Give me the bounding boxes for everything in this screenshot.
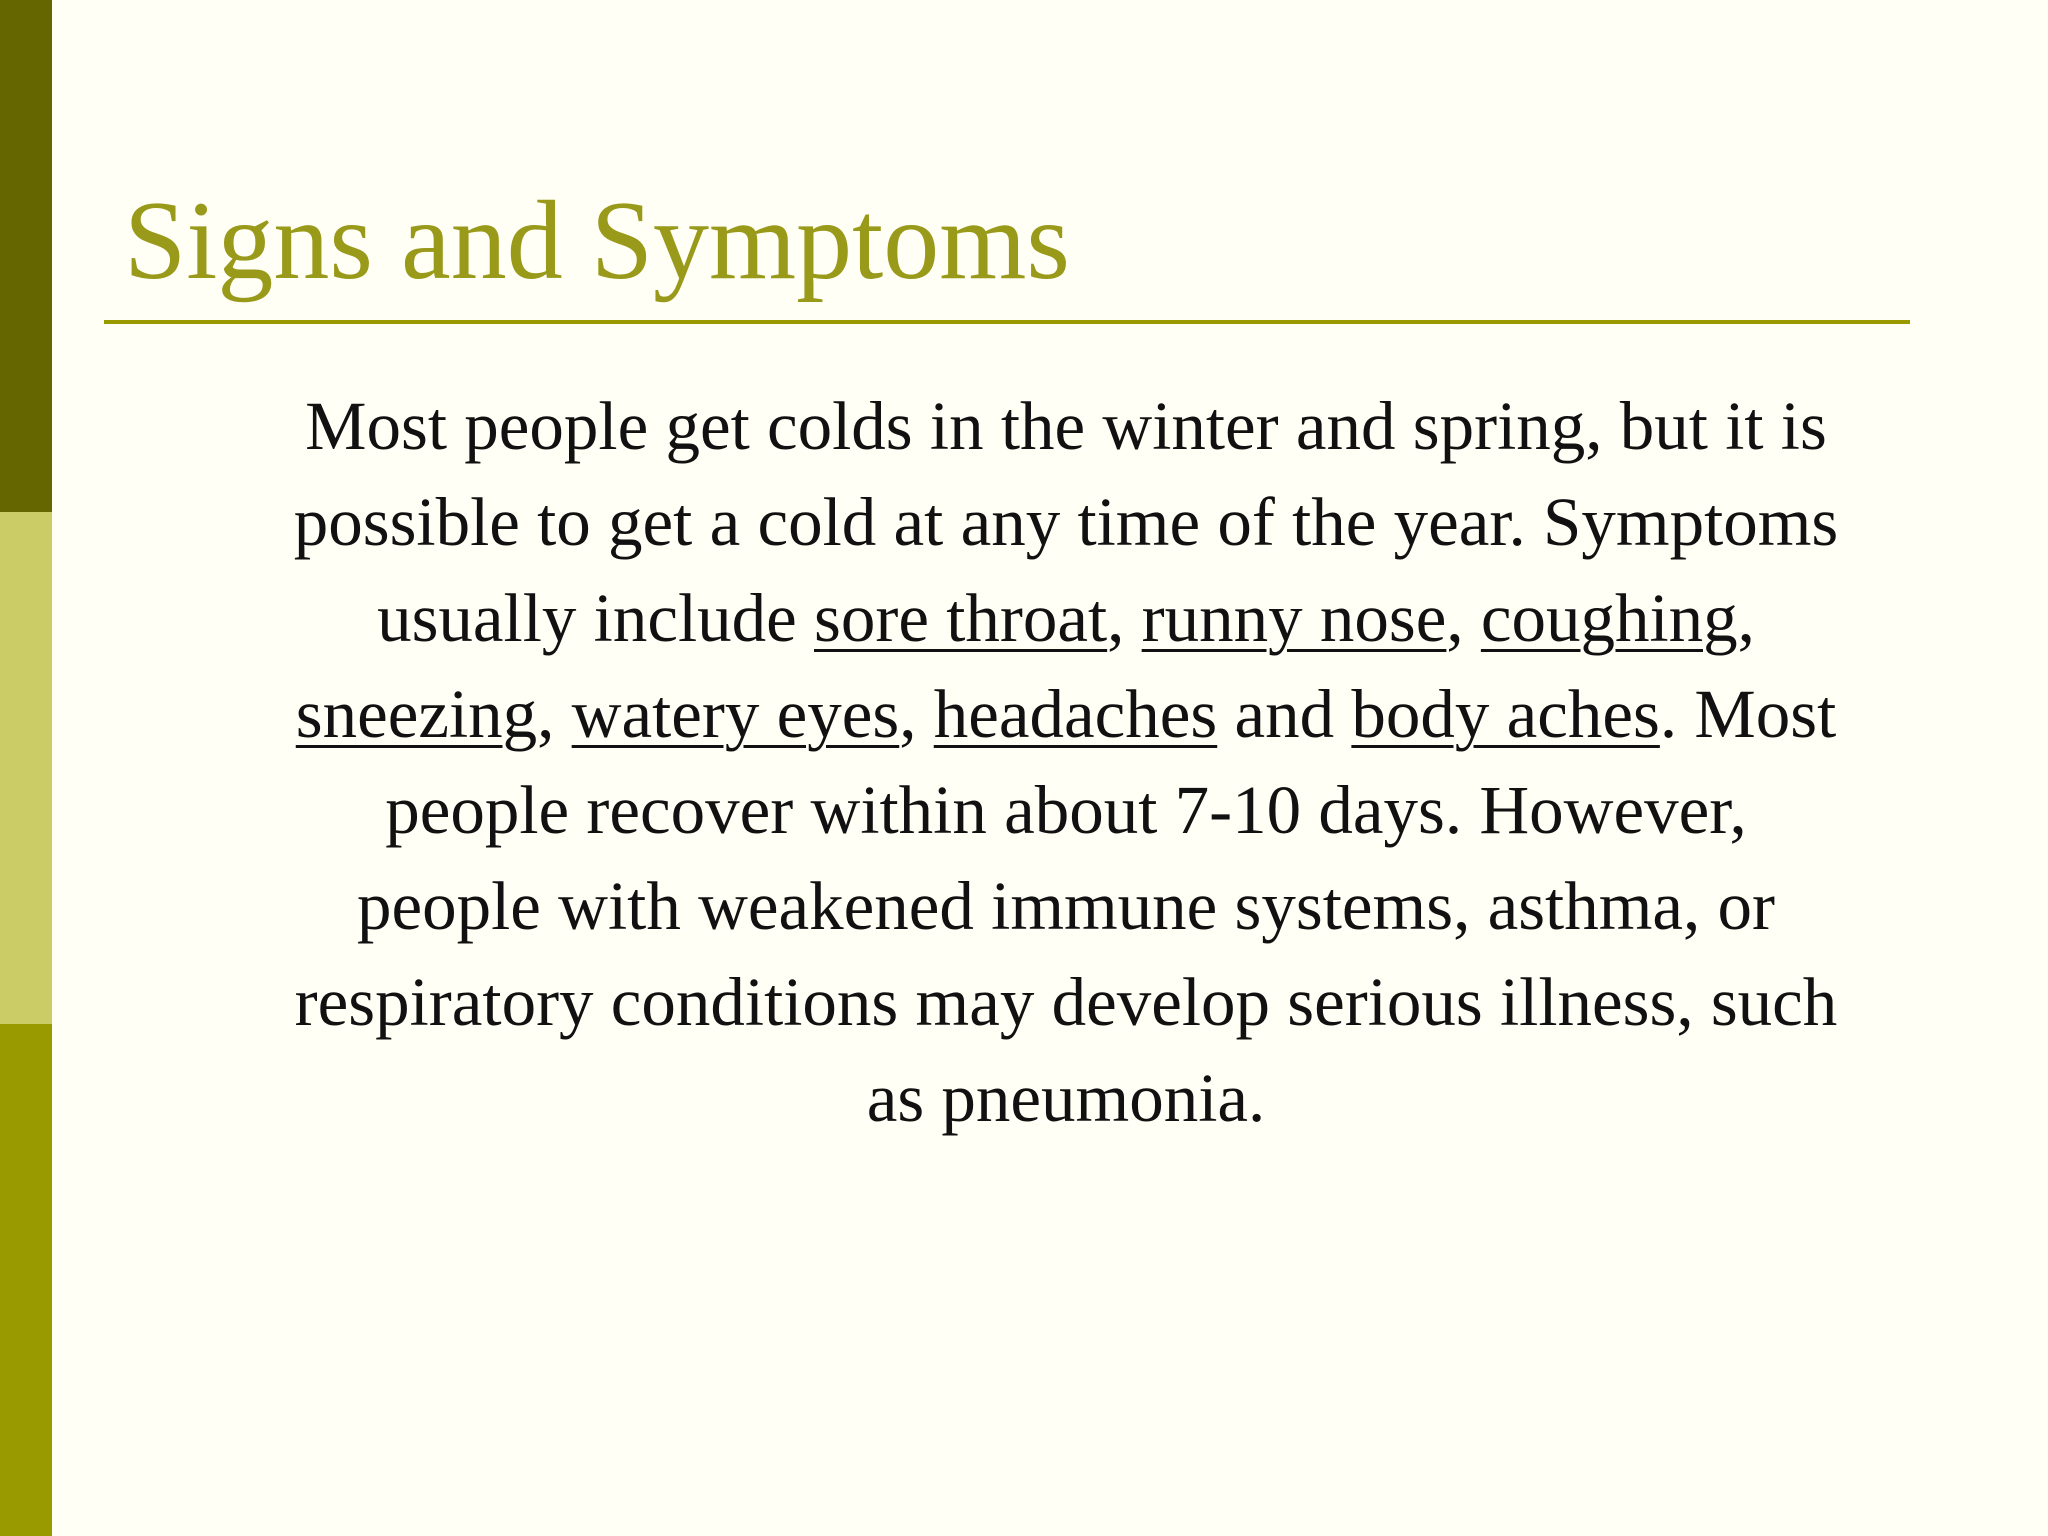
body-text-segment: , — [1737, 580, 1755, 656]
body-line — [176, 1050, 1956, 1146]
symptom-term[interactable]: runny nose — [1141, 580, 1447, 656]
slide-body-paragraph — [176, 378, 1956, 1146]
body-line — [176, 954, 1956, 1050]
slide-side-bar — [0, 0, 52, 1536]
body-text-segment: respiratory conditions may develop serious illness, such — [294, 964, 1838, 1040]
body-text-segment: , — [1107, 580, 1142, 656]
side-bar-bottom-segment — [0, 1024, 52, 1536]
symptom-term[interactable]: body aches — [1351, 676, 1660, 752]
body-line — [176, 378, 1956, 474]
body-text-segment: and — [1217, 676, 1352, 752]
body-text-segment: , — [899, 676, 934, 752]
body-text-segment: people with weakened immune systems, asthma, or — [356, 868, 1775, 944]
title-underline-rule — [104, 320, 1910, 324]
symptom-term[interactable]: sore throat — [814, 580, 1108, 656]
symptom-term[interactable]: sneezing — [295, 676, 538, 752]
body-text-segment: usually include — [377, 580, 814, 656]
symptom-term[interactable]: watery eyes — [571, 676, 900, 752]
body-text-segment: people recover within about 7-10 days. However, — [385, 772, 1747, 848]
side-bar-middle-segment — [0, 512, 52, 1024]
side-bar-top-segment — [0, 0, 52, 512]
body-line — [176, 666, 1956, 762]
symptom-term[interactable]: headaches — [933, 676, 1218, 752]
body-text-segment: . Most — [1659, 676, 1837, 752]
body-line — [176, 474, 1956, 570]
body-line — [176, 858, 1956, 954]
body-line — [176, 570, 1956, 666]
slide-title: Signs and Symptoms — [124, 179, 1070, 303]
body-text-segment: , — [1446, 580, 1481, 656]
body-text-segment: possible to get a cold at any time of the year. Symptoms — [293, 484, 1839, 560]
body-line — [176, 762, 1956, 858]
body-text-segment: , — [537, 676, 572, 752]
body-text-segment: Most people get colds in the winter and spring, but it is — [305, 388, 1827, 464]
body-text-segment: as pneumonia. — [866, 1060, 1266, 1136]
symptom-term[interactable]: coughing — [1480, 580, 1738, 656]
